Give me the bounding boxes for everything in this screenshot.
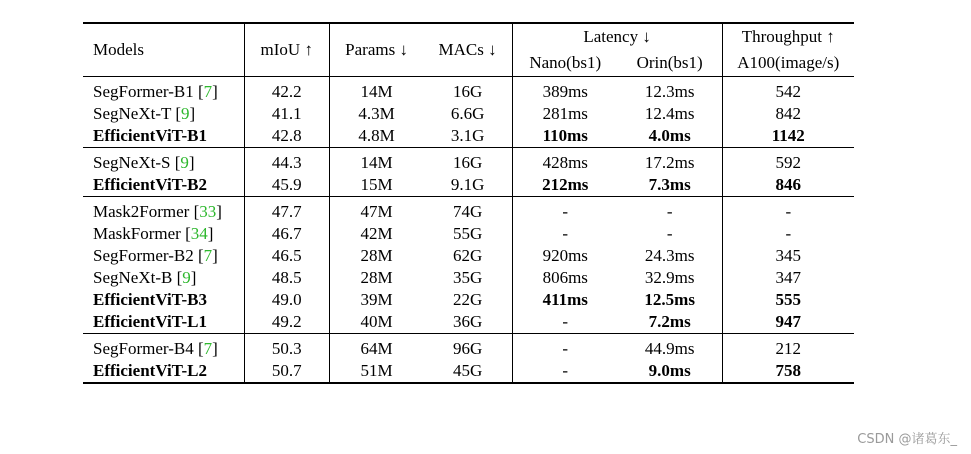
- header-throughput: Throughput ↑: [722, 23, 854, 50]
- table-row: [83, 311, 854, 334]
- table-row: [83, 197, 854, 224]
- citation-link[interactable]: 9: [182, 268, 191, 287]
- table-row: [83, 77, 854, 104]
- model-name-cell: [83, 125, 244, 148]
- orin-latency-cell: 44.9ms: [618, 334, 722, 361]
- params-cell: 42M: [329, 223, 423, 245]
- orin-latency-cell: -: [666, 224, 673, 243]
- model-name-cell: Mask2Former [33]: [83, 197, 244, 224]
- table-row: [83, 334, 854, 361]
- orin-latency-cell: 12.4ms: [644, 104, 695, 123]
- miou-cell: 44.3: [244, 148, 329, 175]
- nano-latency-cell: -: [512, 311, 618, 334]
- header-macs: MACs ↓: [423, 23, 512, 77]
- params-cell: 4.3M: [329, 103, 423, 125]
- nano-latency-cell: 411ms: [512, 289, 618, 311]
- miou-cell: 47.7: [244, 197, 329, 224]
- table-row: [83, 125, 854, 148]
- citation-link[interactable]: 7: [203, 82, 213, 101]
- orin-latency-cell: 17.2ms: [618, 148, 722, 175]
- throughput-cell: 592: [722, 148, 854, 175]
- throughput-cell: 842: [722, 103, 854, 125]
- miou-cell: 42.8: [244, 125, 329, 148]
- macs-cell: 9.1G: [450, 175, 485, 194]
- params-cell: 39M: [329, 289, 423, 311]
- params-cell: 15M: [329, 174, 423, 197]
- orin-latency-cell: 4.0ms: [648, 126, 691, 145]
- model-name-cell: [83, 289, 244, 311]
- header-miou: mIoU ↑: [244, 23, 329, 77]
- model-name-cell: SegNeXt-T [9]: [93, 104, 196, 123]
- macs-cell: 55G: [452, 224, 483, 243]
- params-cell: 14M: [329, 148, 423, 175]
- params-cell: 40M: [329, 311, 423, 334]
- results-table: [83, 22, 854, 384]
- header-row-1: [83, 23, 854, 50]
- model-name: SegNeXt-S: [93, 153, 171, 172]
- macs-cell: 6.6G: [450, 104, 485, 123]
- table-row: [83, 267, 854, 289]
- macs-cell: 74G: [423, 197, 512, 224]
- throughput-cell: 758: [722, 360, 854, 383]
- macs-cell: 45G: [423, 360, 512, 383]
- macs-cell: 36G: [452, 312, 483, 331]
- orin-latency-cell: 9.0ms: [618, 360, 722, 383]
- orin-latency-cell: 32.9ms: [644, 268, 695, 287]
- citation-link[interactable]: 7: [203, 246, 213, 265]
- table-row: [83, 223, 854, 245]
- macs-cell: 16G: [423, 148, 512, 175]
- header-params: Params ↓: [329, 23, 423, 77]
- model-name: SegFormer-B4: [93, 339, 194, 358]
- params-cell: 51M: [329, 360, 423, 383]
- miou-cell: 46.7: [244, 223, 329, 245]
- throughput-cell: 542: [722, 77, 854, 104]
- citation-link[interactable]: 9: [180, 153, 189, 172]
- macs-cell: 16G: [423, 77, 512, 104]
- throughput-cell: -: [722, 223, 854, 245]
- header-a100: A100(image/s): [722, 50, 854, 77]
- table-row: [83, 289, 854, 311]
- citation-link[interactable]: 7: [203, 339, 213, 358]
- throughput-cell: 846: [722, 174, 854, 197]
- params-cell: 64M: [329, 334, 423, 361]
- model-name: Mask2Former: [93, 202, 190, 221]
- model-name: SegFormer-B1: [93, 82, 194, 101]
- miou-cell: 45.9: [244, 174, 329, 197]
- model-name: EfficientViT-L1: [93, 312, 207, 331]
- model-name: MaskFormer: [93, 224, 181, 243]
- nano-latency-cell: 110ms: [512, 125, 618, 148]
- model-name-cell: [83, 311, 244, 334]
- throughput-cell: -: [722, 197, 854, 224]
- macs-cell: 22G: [452, 290, 483, 309]
- csdn-watermark: CSDN @诸葛东_: [857, 432, 957, 447]
- params-cell: 47M: [329, 197, 423, 224]
- miou-cell: 49.0: [244, 289, 329, 311]
- throughput-cell: 555: [722, 289, 854, 311]
- orin-latency-cell: -: [618, 197, 722, 224]
- model-name-cell: [83, 360, 244, 383]
- model-name-cell: SegFormer-B1 [7]: [83, 77, 244, 104]
- model-name: SegFormer-B2: [93, 246, 194, 265]
- macs-cell: 35G: [452, 268, 483, 287]
- throughput-cell: 347: [722, 267, 854, 289]
- miou-cell: 48.5: [244, 267, 329, 289]
- macs-cell: 96G: [423, 334, 512, 361]
- miou-cell: 50.3: [244, 334, 329, 361]
- model-name: EfficientViT-L2: [93, 361, 207, 380]
- nano-latency-cell: -: [512, 223, 618, 245]
- miou-cell: 42.2: [244, 77, 329, 104]
- throughput-cell: 345: [722, 245, 854, 267]
- model-name: SegNeXt-T: [93, 104, 172, 123]
- header-latency: Latency ↓: [512, 23, 722, 50]
- model-name: EfficientViT-B3: [93, 290, 207, 309]
- orin-latency-cell: 7.2ms: [648, 312, 691, 331]
- miou-cell: 50.7: [244, 360, 329, 383]
- model-name-cell: SegFormer-B4 [7]: [83, 334, 244, 361]
- miou-cell: 49.2: [244, 311, 329, 334]
- orin-latency-cell: 7.3ms: [648, 175, 691, 194]
- params-cell: 4.8M: [329, 125, 423, 148]
- model-name-cell: SegNeXt-S [9]: [83, 148, 244, 175]
- table-row: [83, 103, 854, 125]
- nano-latency-cell: 806ms: [512, 267, 618, 289]
- results-table-container: [83, 22, 854, 384]
- nano-latency-cell: 389ms: [512, 77, 618, 104]
- throughput-cell: 212: [722, 334, 854, 361]
- nano-latency-cell: 920ms: [512, 245, 618, 267]
- model-name-cell: SegFormer-B2 [7]: [93, 246, 218, 265]
- model-name: EfficientViT-B2: [93, 175, 207, 194]
- macs-cell: 3.1G: [450, 126, 485, 145]
- header-models: Models: [83, 23, 244, 77]
- orin-latency-cell: 12.3ms: [618, 77, 722, 104]
- nano-latency-cell: 281ms: [512, 103, 618, 125]
- header-nano: Nano(bs1): [512, 50, 618, 77]
- nano-latency-cell: 212ms: [512, 174, 618, 197]
- nano-latency-cell: -: [512, 197, 618, 224]
- model-name-cell: MaskFormer [34]: [93, 224, 214, 243]
- table-row: [83, 148, 854, 175]
- nano-latency-cell: 428ms: [512, 148, 618, 175]
- model-name: EfficientViT-B1: [93, 126, 207, 145]
- throughput-cell: 1142: [722, 125, 854, 148]
- throughput-cell: 947: [722, 311, 854, 334]
- citation-link[interactable]: 33: [199, 202, 217, 221]
- nano-latency-cell: -: [512, 334, 618, 361]
- miou-cell: 46.5: [244, 245, 329, 267]
- citation-link[interactable]: 9: [180, 104, 190, 123]
- table-row: [83, 360, 854, 383]
- model-name-cell: SegNeXt-B [9]: [93, 268, 197, 287]
- model-name: SegNeXt-B: [93, 268, 173, 287]
- macs-cell: 62G: [452, 246, 483, 265]
- orin-latency-cell: 24.3ms: [644, 246, 695, 265]
- miou-cell: 41.1: [244, 103, 329, 125]
- params-cell: 28M: [329, 267, 423, 289]
- params-cell: 28M: [329, 245, 423, 267]
- citation-link[interactable]: 34: [190, 224, 208, 243]
- header-orin: Orin(bs1): [636, 53, 703, 72]
- model-name-cell: [83, 174, 244, 197]
- table-row: [83, 245, 854, 267]
- table-row: [83, 174, 854, 197]
- params-cell: 14M: [329, 77, 423, 104]
- nano-latency-cell: -: [512, 360, 618, 383]
- orin-latency-cell: 12.5ms: [644, 290, 695, 309]
